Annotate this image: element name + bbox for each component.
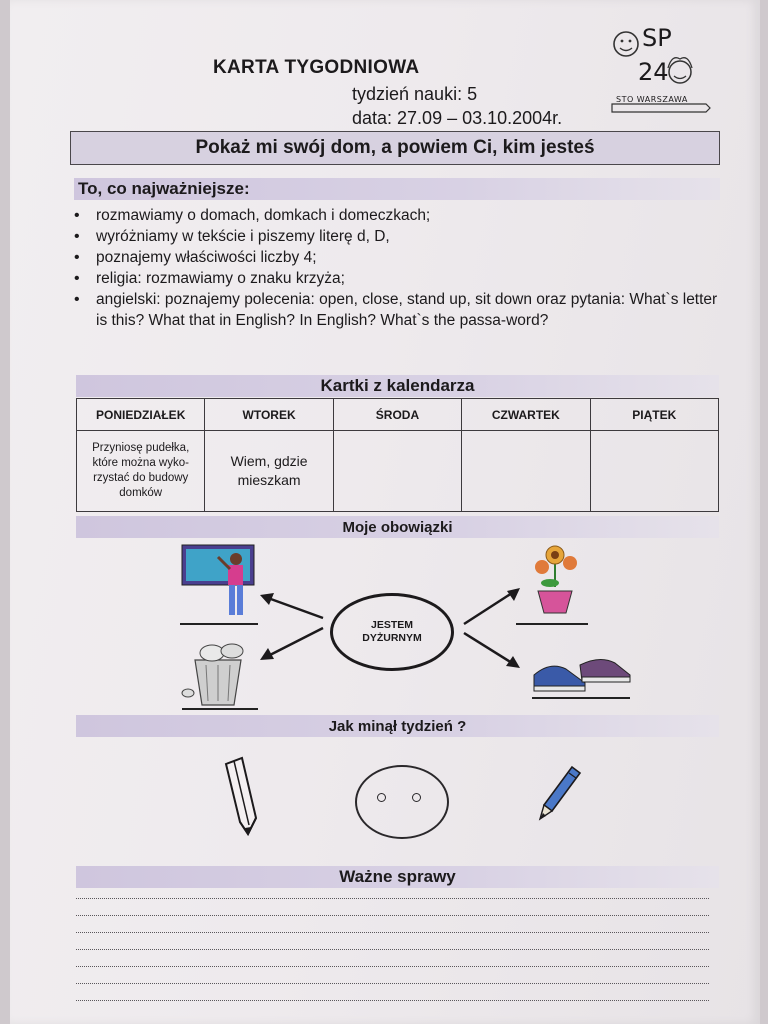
blackboard-icon	[180, 545, 258, 624]
pen-icon	[536, 763, 582, 821]
duty-label-line2: DYŻURNYM	[362, 632, 422, 644]
duty-label-line1: JESTEM	[370, 619, 413, 631]
pencil-icon	[220, 752, 260, 838]
theme-headline: Pokaż mi swój dom, a powiem Ci, kim jesteś	[70, 131, 720, 165]
logo-number: 24	[638, 58, 669, 86]
note-line	[76, 898, 709, 899]
duty-oval	[330, 593, 454, 671]
note-friday	[590, 431, 718, 512]
arrow-to-trash	[260, 628, 323, 660]
note-monday: Przyniosę pudełka, które można wyko-rzystać do budowy domków	[77, 431, 205, 512]
page-title: KARTA TYGODNIOWA	[213, 57, 420, 78]
flower-pot-icon	[516, 546, 588, 624]
week-review-heading: Jak minął tydzień ?	[76, 715, 719, 737]
date-range: data: 27.09 – 03.10.2004r.	[352, 108, 563, 128]
list-item: • poznajemy właściwości liczby 4;	[74, 247, 724, 268]
arrow-to-shoes	[464, 633, 520, 668]
note-tuesday: Wiem, gdzie mieszkam	[205, 431, 333, 512]
list-item: • wyróżniamy w tekście i piszemy literę d, D,	[74, 226, 724, 247]
face-right-eye	[412, 793, 421, 802]
note-line	[76, 932, 709, 933]
week-number: tydzień nauki: 5	[352, 84, 478, 104]
calendar-heading: Kartki z kalendarza	[76, 375, 719, 397]
note-line	[76, 949, 709, 950]
notes-heading: Ważne sprawy	[76, 866, 719, 888]
duties-heading: Moje obowiązki	[76, 516, 719, 538]
note-wednesday	[333, 431, 461, 512]
logo-sp-text: SP	[642, 24, 672, 52]
worksheet-page	[10, 0, 760, 1024]
list-item: • religia: rozmawiamy o znaku krzyża;	[74, 268, 724, 289]
list-item: • rozmawiamy o domach, domkach i domeczkach;	[74, 205, 724, 226]
note-thursday	[462, 431, 590, 512]
day-monday: PONIEDZIAŁEK	[77, 399, 205, 431]
important-list	[74, 205, 724, 331]
calendar-notes-row	[77, 431, 719, 512]
arrow-to-flower	[464, 588, 520, 624]
day-wednesday: ŚRODA	[333, 399, 461, 431]
important-heading: To, co najważniejsze:	[74, 178, 720, 200]
face-left-eye	[377, 793, 386, 802]
note-line	[76, 966, 709, 967]
trash-bin-icon	[182, 644, 258, 709]
list-item: • angielski: poznajemy polecenia: open, close, stand up, sit down oraz pytania: What`s letter is this? What that in English? In English? What`s the passa-word?	[74, 289, 724, 331]
note-line	[76, 915, 709, 916]
day-friday: PIĄTEK	[590, 399, 718, 431]
calendar-header-row	[77, 399, 719, 431]
school-logo	[610, 24, 714, 116]
calendar-table	[76, 398, 719, 512]
arrow-to-blackboard	[260, 593, 323, 618]
day-tuesday: WTOREK	[205, 399, 333, 431]
note-line	[76, 983, 709, 984]
face-icon	[355, 765, 449, 839]
note-line	[76, 1000, 709, 1001]
day-thursday: CZWARTEK	[462, 399, 590, 431]
logo-label: STO WARSZAWA	[616, 95, 688, 104]
shoes-icon	[532, 659, 630, 698]
